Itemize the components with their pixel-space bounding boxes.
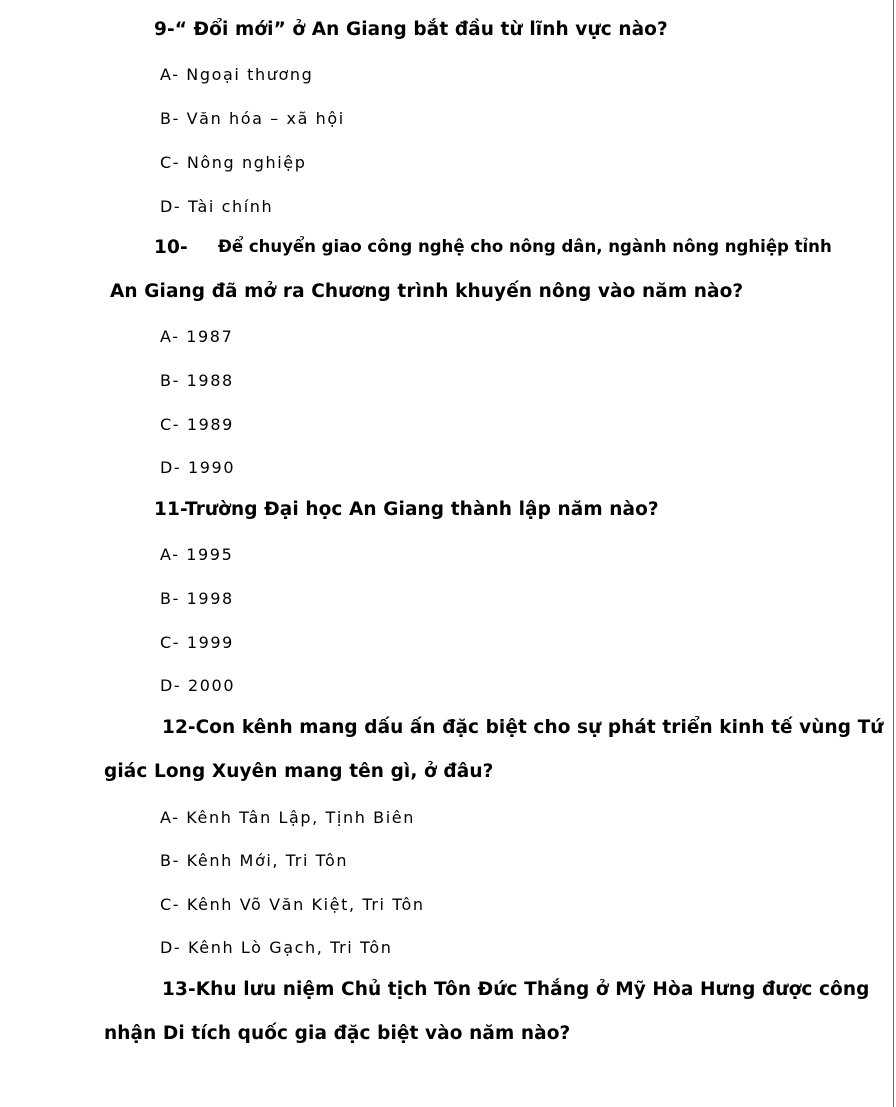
q9-option-c: C- Nông nghiệp xyxy=(160,153,307,172)
question-10-number: 10- xyxy=(154,237,188,258)
q10-option-d: D- 1990 xyxy=(160,458,236,477)
q9-option-a: A- Ngoại thương xyxy=(160,65,314,84)
q10-option-b: B- 1988 xyxy=(160,371,234,390)
q10-option-a: A- 1987 xyxy=(160,327,234,346)
q11-option-b: B- 1998 xyxy=(160,589,234,608)
q12-option-d: D- Kênh Lò Gạch, Tri Tôn xyxy=(160,938,393,957)
question-11: 11-Trường Đại học An Giang thành lập năm nào? xyxy=(154,499,659,520)
question-10-line-2: An Giang đã mở ra Chương trình khuyến nông vào năm nào? xyxy=(110,281,744,302)
q11-option-d: D- 2000 xyxy=(160,676,236,695)
question-12-line-1: 12-Con kênh mang dấu ấn đặc biệt cho sự phát triển kinh tế vùng Tứ xyxy=(162,717,884,738)
question-9: 9-“ Đổi mới” ở An Giang bắt đầu từ lĩnh vực nào? xyxy=(154,19,668,40)
page-border xyxy=(893,0,894,1107)
q12-option-b: B- Kênh Mới, Tri Tôn xyxy=(160,851,349,870)
question-13-line-1: 13-Khu lưu niệm Chủ tịch Tôn Đức Thắng ở Mỹ Hòa Hưng được công xyxy=(162,979,870,1000)
question-12-line-2: giác Long Xuyên mang tên gì, ở đâu? xyxy=(104,761,494,782)
question-10-line-1 xyxy=(218,237,832,256)
q11-option-c: C- 1999 xyxy=(160,633,234,652)
question-10-line-1-text: Để chuyển giao công nghệ cho nông dân, ngành nông nghiệp tỉnh xyxy=(218,237,832,256)
q11-option-a: A- 1995 xyxy=(160,545,234,564)
q9-option-b: B- Văn hóa – xã hội xyxy=(160,109,345,128)
q10-option-c: C- 1989 xyxy=(160,415,234,434)
question-13-line-2: nhận Di tích quốc gia đặc biệt vào năm nào? xyxy=(104,1023,571,1044)
q12-option-c: C- Kênh Võ Văn Kiệt, Tri Tôn xyxy=(160,895,425,914)
q12-option-a: A- Kênh Tân Lập, Tịnh Biên xyxy=(160,808,415,827)
q9-option-d: D- Tài chính xyxy=(160,197,274,216)
